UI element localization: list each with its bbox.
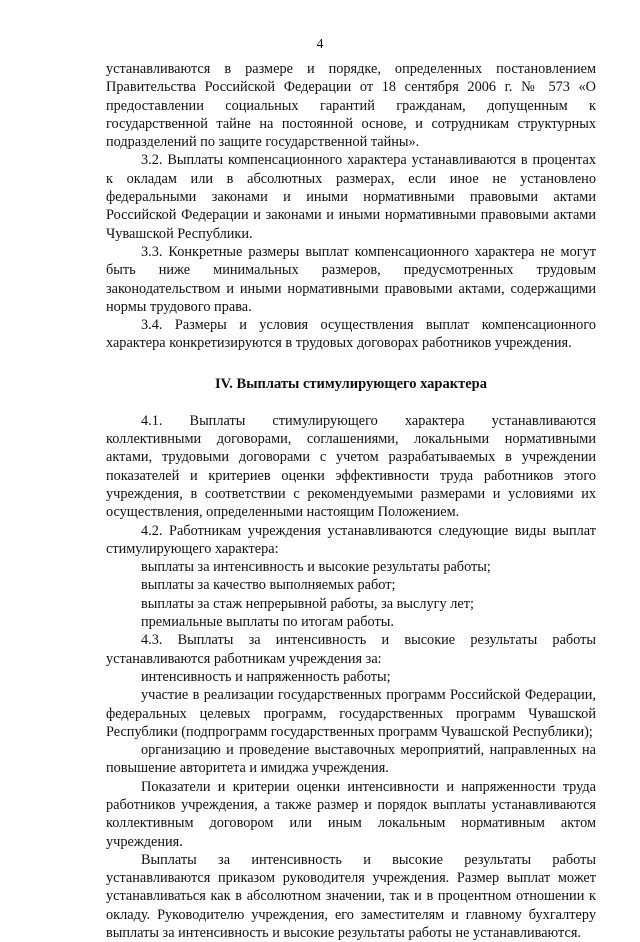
paragraph-criteria: Показатели и критерии оценки интенсивности и напряженности труда работников учреждения, а также размер и порядок выплаты устанавливаются коллективным договором или иным локальным нормативным актом учреждения. <box>106 778 596 850</box>
list-item: интенсивность и напряженность работы; <box>141 668 391 685</box>
page-number: 4 <box>316 37 324 52</box>
list-item: участие в реализации государственных программ Российской Федерации, федеральных целевых программ, государственных программ Чувашской Республики (подпрограмм государственных программ Чувашской Республики); <box>106 687 596 740</box>
paragraph-4-1: 4.1. Выплаты стимулирующего характера устанавливаются коллективными договорами, соглашениями, локальными нормативными актами, трудовыми договорами с учетом разрабатываемых в учреждении показателей и критериев оценки эффективности труда работников этого учреждения, в соответствии с рекомендуемыми размерами и условиями их осуществления, определенными настоящим Положением. <box>106 412 596 521</box>
paragraph-continuation: устанавливаются в размере и порядке, определенных постановлением Правительства Российской Федерации от 18 сентября 2006 г. № 573 «О предоставлении социальных гарантий гражданам, допущенным к государственной тайне на постоянной основе, и сотрудникам структурных подразделений по защите государственной тайны». <box>106 61 596 151</box>
list-item: организацию и проведение выставочных мероприятий, направленных на повышение авторитета и имиджа учреждения. <box>106 742 596 777</box>
document-body <box>106 60 596 942</box>
paragraph-3-4: 3.4. Размеры и условия осуществления выплат компенсационного характера конкретизируются в трудовых договорах работников учреждения. <box>106 317 596 352</box>
paragraph-4-2: 4.2. Работникам учреждения устанавливаются следующие виды выплат стимулирующего характера: <box>106 522 596 557</box>
paragraph-3-2: 3.2. Выплаты компенсационного характера устанавливаются в процентах к окладам или в абсолютных размерах, если иное не установлено федеральными законами и иными нормативными правовыми актами Российской Федерации и законами и иными нормативными правовыми актами Чувашской Республики. <box>106 152 596 242</box>
list-item: выплаты за интенсивность и высокие результаты работы; <box>141 559 491 576</box>
list-item: премиальные выплаты по итогам работы. <box>141 614 394 631</box>
paragraph-3-3: 3.3. Конкретные размеры выплат компенсационного характера не могут быть ниже минимальных размеров, предусмотренных трудовым законодательством и иными нормативными правовыми актами, содержащими нормы трудового права. <box>106 243 596 315</box>
section-heading: IV. Выплаты стимулирующего характера <box>215 375 487 392</box>
paragraph-4-3: 4.3. Выплаты за интенсивность и высокие результаты работы устанавливаются работникам учреждения за: <box>106 632 596 667</box>
list-item: выплаты за стаж непрерывной работы, за выслугу лет; <box>141 595 474 612</box>
paragraph-order: Выплаты за интенсивность и высокие результаты работы устанавливаются приказом руководителя учреждения. Размер выплат может устанавливаться как в абсолютном значении, так и в процентном отношении к окладу. Руководителю учреждения, его заместителям и главному бухгалтеру выплаты за интенсивность и высокие результаты работы не устанавливаются. <box>106 851 596 942</box>
list-item: выплаты за качество выполняемых работ; <box>141 577 396 594</box>
